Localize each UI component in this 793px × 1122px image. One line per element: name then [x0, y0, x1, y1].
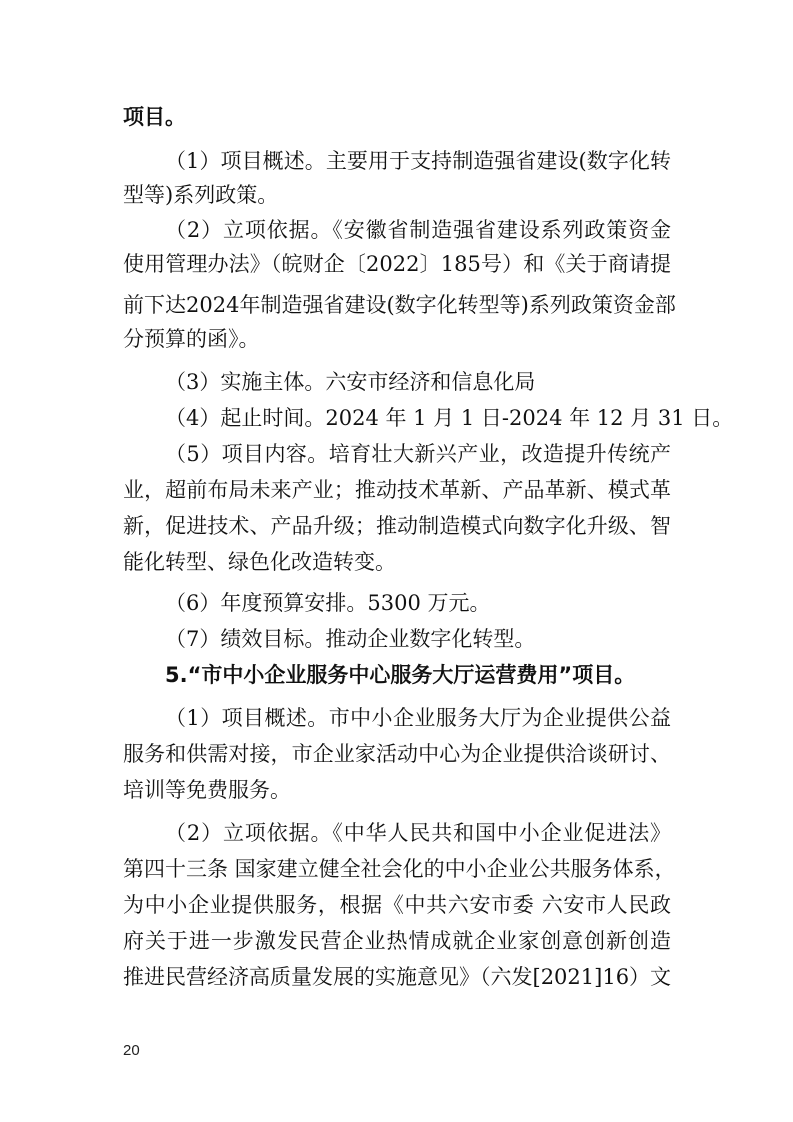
text-line: 使用管理办法》（皖财企〔2022〕185号）和《关于商请提: [123, 252, 671, 276]
heading-continuation: 项目。: [123, 105, 186, 129]
text-line: 推进民营经济高质量发展的实施意见》（六发[2021]16）文: [123, 965, 672, 989]
text-line: 府关于进一步激发民营企业热情成就企业家创意创新创造: [123, 929, 671, 953]
text-line: （2）立项依据。《安徽省制造强省建设系列政策资金: [165, 218, 671, 242]
text-line: 服务和供需对接，市企业家活动中心为企业提供洽谈研讨、: [123, 742, 671, 766]
text-line: （2）立项依据。《中华人民共和国中小企业促进法》: [165, 821, 671, 845]
text-line: （4）起止时间。2024 年 1 月 1 日-2024 年 12 月 31 日。: [165, 406, 734, 430]
text-line: （5）项目内容。培育壮大新兴产业，改造提升传统产: [165, 442, 671, 466]
text-line: 分预算的函》。: [123, 327, 260, 351]
text-line: 培训等免费服务。: [123, 778, 291, 802]
text-line: 前下达2024年制造强省建设(数字化转型等)系列政策资金部: [123, 293, 676, 317]
text-line: （3）实施主体。六安市经济和信息化局: [165, 370, 536, 394]
text-line: （7）绩效目标。推动企业数字化转型。: [165, 627, 536, 651]
text-line: 新，促进技术、产品升级；推动制造模式向数字化升级、智: [123, 514, 671, 538]
text-line: （1）项目概述。主要用于支持制造强省建设(数字化转: [165, 149, 671, 173]
page-number: 20: [123, 1042, 140, 1059]
section-heading: 5.“市中小企业服务中心服务大厅运营费用”项目。: [165, 663, 636, 687]
text-line: 能化转型、绿色化改造转变。: [123, 550, 396, 574]
text-line: 业，超前布局未来产业；推动技术革新、产品革新、模式革: [123, 478, 671, 502]
text-line: 为中小企业提供服务，根据《中共六安市委 六安市人民政: [123, 893, 671, 917]
text-line: 型等)系列政策。: [123, 183, 279, 207]
text-line: （6）年度预算安排。5300 万元。: [165, 591, 491, 615]
text-line: （1）项目概述。市中小企业服务大厅为企业提供公益: [165, 706, 671, 730]
text-line: 第四十三条 国家建立健全社会化的中小企业公共服务体系，: [123, 857, 676, 881]
